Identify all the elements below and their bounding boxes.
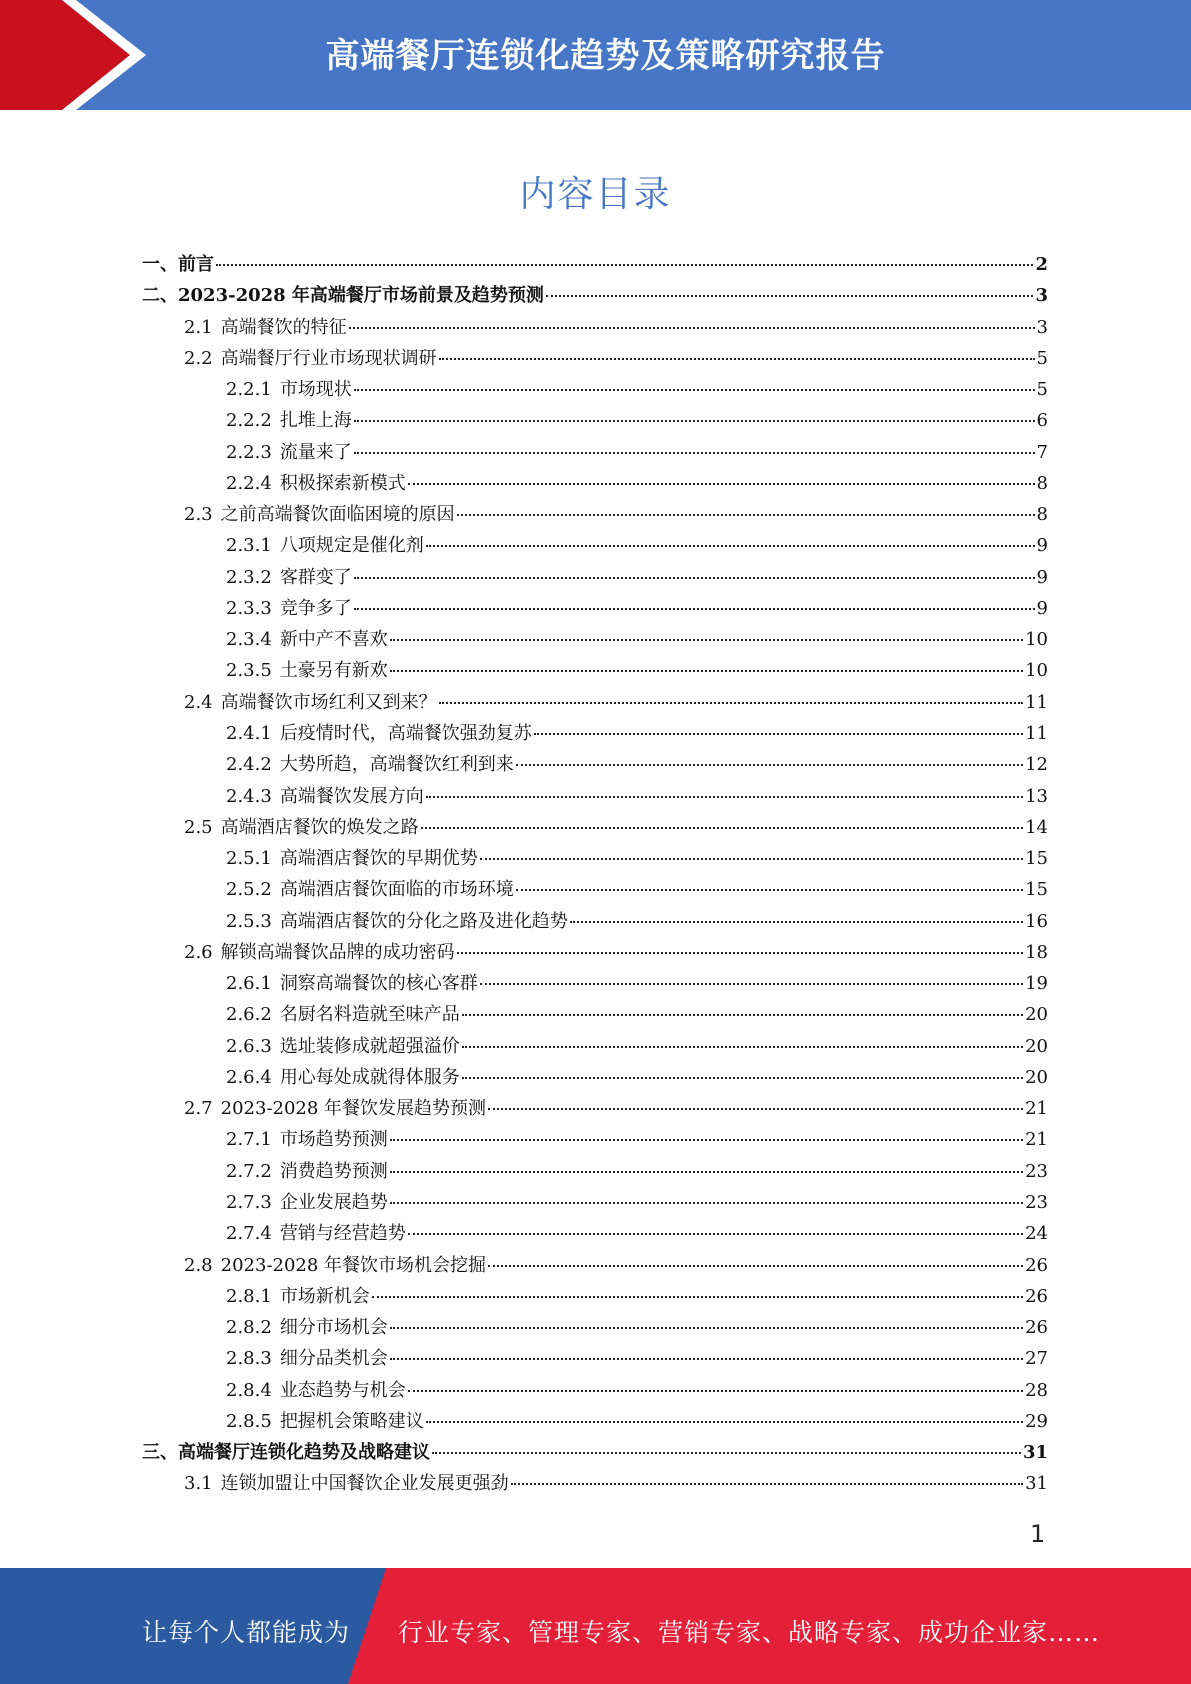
toc-entry-page: 21 — [1025, 1129, 1048, 1151]
toc-entry[interactable] — [142, 1192, 1048, 1223]
footer-tagline: 行业专家、管理专家、营销专家、战略专家、成功企业家…… — [398, 1618, 1101, 1647]
toc-entry[interactable] — [142, 1223, 1048, 1254]
toc-entry[interactable] — [142, 1411, 1048, 1442]
toc-entry-title: 企业发展趋势 — [279, 1191, 388, 1213]
toc-entry-title: 八项规定是催化剂 — [279, 535, 424, 557]
toc-entry-page: 15 — [1025, 879, 1048, 901]
toc-entry-number: 2.6.1 — [226, 973, 272, 995]
toc-dot-leader — [354, 419, 1035, 422]
toc-entry-number: 2.3.1 — [226, 535, 272, 557]
toc-entry-page: 14 — [1025, 816, 1048, 838]
toc-entry-page: 3 — [1035, 285, 1048, 307]
toc-dot-leader — [439, 357, 1035, 360]
toc-entry-page: 9 — [1036, 535, 1048, 557]
toc-entry-number: 2.8.4 — [226, 1379, 272, 1401]
toc-entry-title: 前言 — [178, 254, 214, 275]
toc-entry-title: 连锁加盟让中国餐饮企业发展更强劲 — [220, 1473, 509, 1495]
footer-slogan: 让每个人都能成为 — [142, 1618, 351, 1647]
toc-entry-page: 27 — [1025, 1348, 1048, 1370]
toc-entry-number: 3.1 — [184, 1473, 213, 1495]
toc-entry-title: 营销与经营趋势 — [279, 1223, 406, 1245]
toc-entry-title: 业态趋势与机会 — [279, 1379, 406, 1401]
toc-dot-leader — [426, 544, 1035, 547]
toc-entry-title: 细分品类机会 — [279, 1348, 388, 1370]
toc-entry-page: 26 — [1025, 1254, 1048, 1276]
toc-entry-number: 2.6.2 — [226, 1004, 272, 1026]
toc-dot-leader — [354, 451, 1035, 454]
toc-dot-leader — [408, 1232, 1023, 1235]
toc-entry[interactable] — [142, 1442, 1048, 1473]
toc-dot-leader — [462, 1013, 1023, 1016]
toc-entry-title: 解锁高端餐饮品牌的成功密码 — [220, 941, 455, 963]
toc-entry-page: 10 — [1025, 629, 1048, 651]
toc-entry-number: 2.4 — [184, 691, 213, 713]
toc-entry-title: 积极探索新模式 — [279, 472, 406, 494]
toc-entry-number: 2.3 — [184, 504, 213, 526]
toc-entry[interactable] — [142, 942, 1048, 973]
toc-entry-page: 11 — [1025, 691, 1048, 713]
toc-entry-number: 2.2.2 — [226, 410, 272, 432]
toc-entry-page: 23 — [1025, 1160, 1048, 1182]
toc-entry[interactable] — [142, 1286, 1048, 1317]
toc-entry-title: 高端酒店餐饮的早期优势 — [279, 848, 478, 870]
toc-entry[interactable] — [142, 723, 1048, 754]
toc-dot-leader — [354, 576, 1035, 579]
toc-dot-leader — [408, 482, 1035, 485]
toc-entry-title: 新中产不喜欢 — [279, 629, 388, 651]
toc-entry-title: 选址装修成就超强溢价 — [279, 1035, 460, 1057]
toc-entry-number: 2.7.3 — [226, 1191, 272, 1213]
toc-dot-leader — [546, 294, 1034, 297]
toc-entry-number: 2.1 — [184, 316, 213, 338]
toc-entry-number: 2.2.1 — [226, 379, 272, 401]
toc-entry-number: 三、 — [142, 1442, 178, 1464]
toc-entry-number: 一、 — [142, 254, 178, 275]
toc-entry-number: 2.2.4 — [226, 472, 272, 494]
toc-dot-leader — [372, 1295, 1023, 1298]
toc-dot-leader — [480, 982, 1023, 985]
toc-entry-number: 2.3.5 — [226, 660, 272, 682]
toc-entry-title: 高端酒店餐饮的分化之路及进化趋势 — [279, 910, 568, 932]
toc-entry[interactable] — [142, 817, 1048, 848]
toc-entry-number: 2.3.4 — [226, 629, 272, 651]
toc-entry-number: 2.6 — [184, 941, 213, 963]
toc-entry[interactable] — [142, 879, 1048, 910]
toc-entry-title: 扎堆上海 — [279, 410, 352, 432]
toc-dot-leader — [390, 1357, 1023, 1360]
toc-dot-leader — [426, 795, 1023, 798]
toc-entry-title: 客群变了 — [279, 566, 352, 588]
toc-entry-page: 28 — [1025, 1379, 1048, 1401]
toc-entry-number: 2.5.2 — [226, 879, 272, 901]
report-title: 高端餐厅连锁化趋势及策略研究报告 — [325, 36, 886, 76]
toc-entry-title: 市场趋势预测 — [279, 1129, 388, 1151]
toc-entry-number: 2.8.3 — [226, 1348, 272, 1370]
toc-entry-number: 2.4.3 — [226, 785, 272, 807]
toc-entry-page: 5 — [1036, 379, 1048, 401]
toc-dot-leader — [488, 1107, 1023, 1110]
toc-entry-number: 2.8 — [184, 1254, 213, 1276]
toc-entry-page: 20 — [1025, 1035, 1048, 1057]
footer-banner — [0, 1568, 1191, 1684]
toc-entry[interactable] — [142, 629, 1048, 660]
toc-entry-page: 7 — [1036, 441, 1048, 463]
toc-entry[interactable] — [142, 1036, 1048, 1067]
toc-entry-title: 2023-2028 年高端餐厅市场前景及趋势预测 — [178, 285, 544, 307]
toc-entry-page: 8 — [1036, 472, 1048, 494]
toc-entry-number: 2.7.2 — [226, 1160, 272, 1182]
toc-dot-leader — [349, 326, 1035, 329]
toc-entry[interactable] — [142, 660, 1048, 691]
toc-entry-title: 高端餐饮的特征 — [220, 316, 347, 338]
toc-dot-leader — [390, 638, 1023, 641]
toc-entry-number: 2.6.3 — [226, 1035, 272, 1057]
toc-entry[interactable] — [142, 1129, 1048, 1160]
toc-dot-leader — [390, 1138, 1023, 1141]
toc-dot-leader — [426, 1420, 1023, 1423]
toc-entry-page: 13 — [1025, 785, 1048, 807]
toc-dot-leader — [354, 388, 1035, 391]
header-banner — [0, 0, 1191, 110]
toc-entry-number: 2.4.1 — [226, 722, 272, 744]
toc-dot-leader — [390, 669, 1023, 672]
toc-entry[interactable] — [142, 535, 1048, 566]
toc-entry-number: 2.5 — [184, 816, 213, 838]
toc-entry[interactable] — [142, 285, 1048, 316]
toc-entry-title: 把握机会策略建议 — [279, 1410, 424, 1432]
toc-dot-leader — [439, 701, 1023, 704]
toc-entry-title: 2023-2028 年餐饮发展趋势预测 — [220, 1098, 487, 1120]
toc-dot-leader — [488, 1264, 1023, 1267]
toc-entry-title: 用心每处成就得体服务 — [279, 1066, 460, 1088]
toc-dot-leader — [421, 826, 1023, 829]
toc-entry[interactable] — [142, 379, 1048, 410]
toc-entry-title: 高端酒店餐饮的焕发之路 — [220, 816, 419, 838]
toc-entry-number: 2.3.3 — [226, 597, 272, 619]
toc-entry-number: 2.7 — [184, 1098, 213, 1120]
toc-entry-page: 31 — [1022, 1442, 1048, 1464]
toc-entry-page: 6 — [1036, 410, 1048, 432]
toc-entry[interactable] — [142, 973, 1048, 1004]
toc-entry[interactable] — [142, 1380, 1048, 1411]
toc-entry-number: 2.5.3 — [226, 910, 272, 932]
toc-entry-page: 31 — [1025, 1473, 1048, 1495]
toc-entry[interactable] — [142, 1161, 1048, 1192]
toc-entry-number: 2.4.2 — [226, 754, 272, 776]
toc-entry-page: 10 — [1025, 660, 1048, 682]
toc-dot-leader — [216, 263, 1033, 266]
toc-entry-title: 高端餐厅行业市场现状调研 — [220, 347, 437, 369]
toc-entry-number: 2.7.1 — [226, 1129, 272, 1151]
toc-entry-title: 之前高端餐饮面临困境的原因 — [220, 504, 455, 526]
toc-dot-leader — [534, 732, 1023, 735]
toc-entry-title: 消费趋势预测 — [279, 1160, 388, 1182]
toc-entry[interactable] — [142, 1255, 1048, 1286]
toc-entry-title: 2023-2028 年餐饮市场机会挖掘 — [220, 1254, 487, 1276]
table-of-contents — [142, 254, 1048, 1505]
toc-entry-page: 26 — [1025, 1285, 1048, 1307]
toc-entry-page: 24 — [1025, 1223, 1048, 1245]
toc-dot-leader — [511, 1482, 1023, 1485]
toc-entry-page: 5 — [1036, 347, 1048, 369]
toc-dot-leader — [390, 1170, 1023, 1173]
toc-entry-page: 16 — [1025, 910, 1048, 932]
toc-entry[interactable] — [142, 567, 1048, 598]
toc-entry-page: 18 — [1025, 941, 1048, 963]
toc-entry-page: 8 — [1036, 504, 1048, 526]
toc-entry[interactable] — [142, 786, 1048, 817]
toc-entry-title: 高端餐厅连锁化趋势及战略建议 — [178, 1442, 430, 1464]
toc-dot-leader — [462, 1045, 1023, 1048]
toc-entry-page: 2 — [1035, 254, 1048, 275]
toc-entry-page: 20 — [1025, 1066, 1048, 1088]
toc-entry-number: 2.3.2 — [226, 566, 272, 588]
toc-entry-title: 高端酒店餐饮面临的市场环境 — [279, 879, 514, 901]
toc-entry[interactable] — [142, 1098, 1048, 1129]
toc-entry[interactable] — [142, 410, 1048, 441]
toc-entry-title: 大势所趋，高端餐饮红利到来 — [279, 754, 514, 776]
toc-entry-number: 2.8.2 — [226, 1317, 272, 1339]
toc-dot-leader — [462, 1076, 1023, 1079]
toc-heading: 内容目录 — [519, 174, 672, 215]
toc-entry-number: 2.8.5 — [226, 1410, 272, 1432]
toc-entry[interactable] — [142, 504, 1048, 535]
toc-entry-page: 15 — [1025, 848, 1048, 870]
toc-entry-page: 26 — [1025, 1317, 1048, 1339]
toc-entry-page: 9 — [1036, 566, 1048, 588]
toc-entry-page: 3 — [1036, 316, 1048, 338]
toc-dot-leader — [570, 920, 1023, 923]
toc-entry-number: 二、 — [142, 285, 178, 307]
toc-dot-leader — [408, 1389, 1023, 1392]
toc-dot-leader — [457, 951, 1023, 954]
toc-dot-leader — [516, 888, 1023, 891]
toc-entry[interactable] — [142, 1473, 1048, 1504]
toc-entry[interactable] — [142, 1067, 1048, 1098]
toc-entry-title: 后疫情时代，高端餐饮强劲复苏 — [279, 722, 532, 744]
toc-entry-page: 11 — [1025, 722, 1048, 744]
toc-entry-title: 流量来了 — [279, 441, 352, 463]
toc-entry-page: 9 — [1036, 597, 1048, 619]
toc-entry-page: 21 — [1025, 1098, 1048, 1120]
toc-entry-page: 20 — [1025, 1004, 1048, 1026]
toc-entry-page: 23 — [1025, 1191, 1048, 1213]
toc-entry-title: 市场现状 — [279, 379, 352, 401]
toc-entry[interactable] — [142, 848, 1048, 879]
toc-dot-leader — [390, 1201, 1023, 1204]
toc-entry-title: 竞争多了 — [279, 597, 352, 619]
toc-entry-page: 29 — [1025, 1410, 1048, 1432]
toc-entry[interactable] — [142, 1348, 1048, 1379]
toc-entry[interactable] — [142, 598, 1048, 629]
toc-entry[interactable] — [142, 754, 1048, 785]
toc-dot-leader — [457, 513, 1035, 516]
toc-entry[interactable] — [142, 348, 1048, 379]
toc-entry[interactable] — [142, 911, 1048, 942]
toc-entry-number: 2.5.1 — [226, 848, 272, 870]
toc-dot-leader — [516, 763, 1023, 766]
toc-entry-title: 市场新机会 — [279, 1285, 370, 1307]
toc-dot-leader — [480, 857, 1023, 860]
toc-entry[interactable] — [142, 442, 1048, 473]
toc-entry-page: 12 — [1025, 754, 1048, 776]
toc-entry-title: 名厨名料造就至味产品 — [279, 1004, 460, 1026]
toc-dot-leader — [432, 1451, 1021, 1454]
toc-entry-title: 高端餐饮市场红利又到来？ — [220, 691, 437, 713]
toc-dot-leader — [390, 1326, 1023, 1329]
toc-entry-number: 2.2 — [184, 347, 213, 369]
toc-entry[interactable] — [142, 1004, 1048, 1035]
toc-entry-page: 19 — [1025, 973, 1048, 995]
toc-entry-title: 细分市场机会 — [279, 1317, 388, 1339]
toc-entry-title: 高端餐饮发展方向 — [279, 785, 424, 807]
toc-entry-title: 土豪另有新欢 — [279, 660, 388, 682]
toc-entry-number: 2.6.4 — [226, 1066, 272, 1088]
toc-entry[interactable] — [142, 254, 1048, 285]
toc-entry-number: 2.2.3 — [226, 441, 272, 463]
toc-entry[interactable] — [142, 1317, 1048, 1348]
toc-entry[interactable] — [142, 692, 1048, 723]
toc-dot-leader — [354, 607, 1035, 610]
page-number: 1 — [1030, 1520, 1046, 1548]
toc-entry-number: 2.8.1 — [226, 1285, 272, 1307]
toc-entry-number: 2.7.4 — [226, 1223, 272, 1245]
toc-entry[interactable] — [142, 317, 1048, 348]
toc-entry[interactable] — [142, 473, 1048, 504]
toc-entry-title: 洞察高端餐饮的核心客群 — [279, 973, 478, 995]
